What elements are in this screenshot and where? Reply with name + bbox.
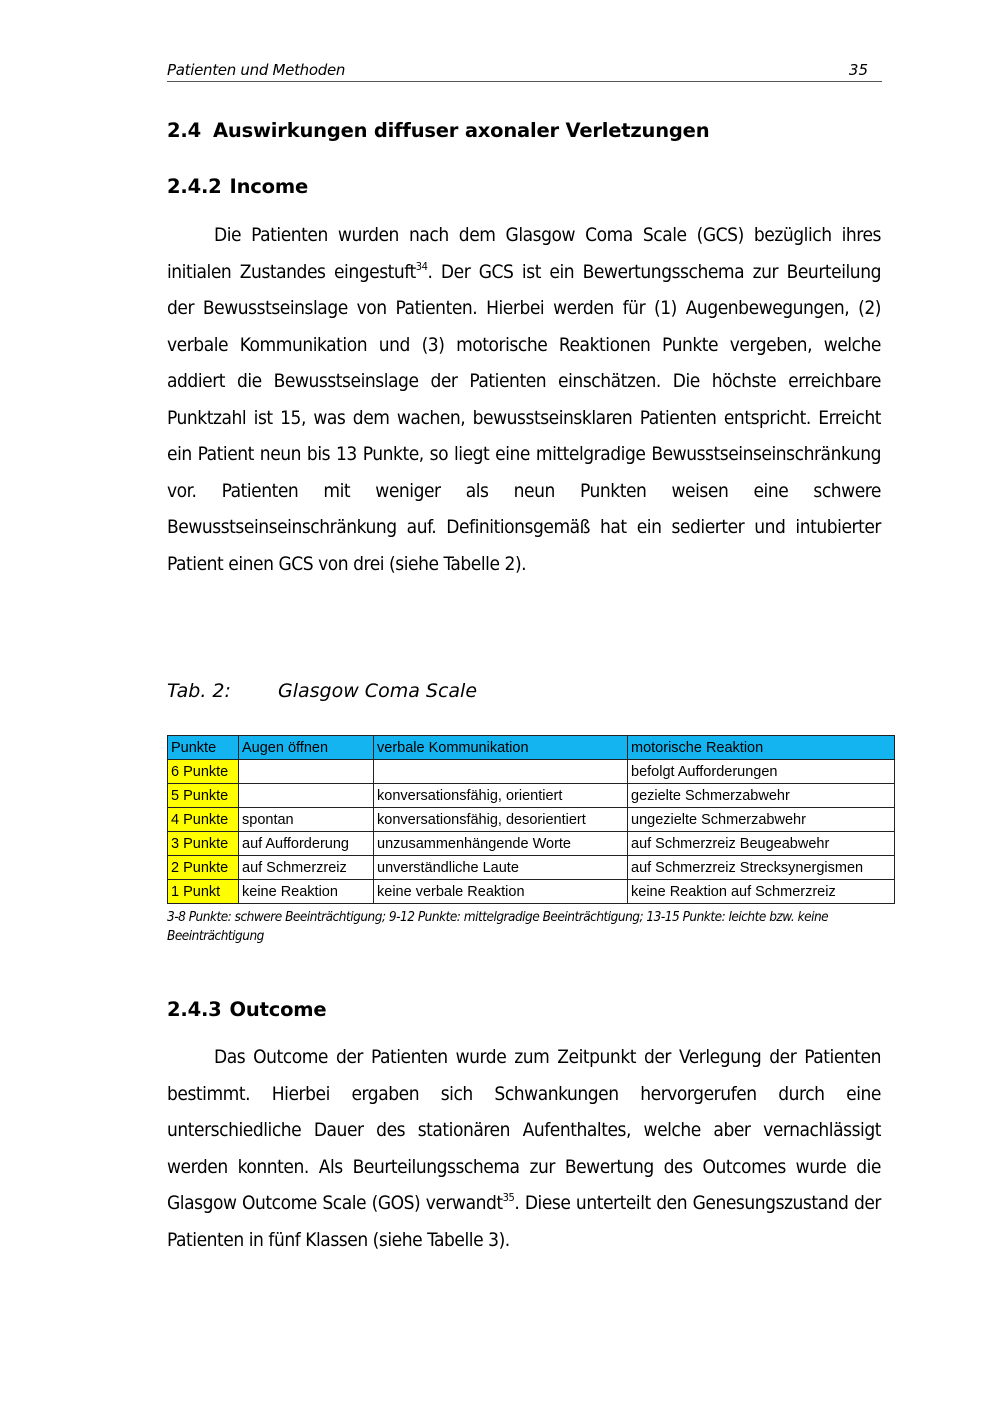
table-cell: keine Reaktion	[239, 880, 374, 904]
table-cell	[239, 760, 374, 784]
subsection-title: Income	[229, 175, 308, 198]
table-cell: unzusammenhängende Worte	[374, 832, 628, 856]
table-header-row	[168, 736, 895, 760]
table-note: 3-8 Punkte: schwere Beeinträchtigung; 9-12 Punkte: mittelgradige Beeinträchtigung; 13-15 Punkte: leichte bzw. keine Beeinträchtigung	[167, 909, 829, 944]
points-cell: 6 Punkte	[168, 760, 239, 784]
table-cell: keine verbale Reaktion	[374, 880, 628, 904]
column-header: Augen öffnen	[239, 736, 374, 760]
subsection-number: 2.4.3	[167, 998, 222, 1021]
page-number: 35	[848, 61, 868, 79]
outcome-paragraph: Das Outcome der Patienten wurde zum Zeitpunkt der Verlegung der Patienten bestimmt. Hierbei ergaben sich Schwankungen hervorgerufen durch eine unterschiedliche Dauer des stationären Aufenthaltes, welche aber vernachlässigt werden konnten. Als Beurteilungsschema zur Bewertung des Outcomes wurde die Glasgow Outcome Scale (GOS) verwandt$^{35}$. Diese unterteilt den Genesungszustand der Patienten in fünf Klassen (siehe Tabelle 3).	[167, 1046, 881, 1251]
table-cell	[374, 760, 628, 784]
table-cell: auf Schmerzreiz Strecksynergismen	[628, 856, 895, 880]
table-cell: auf Schmerzreiz Beugeabwehr	[628, 832, 895, 856]
subsection-number: 2.4.2	[167, 175, 222, 198]
points-cell: 5 Punkte	[168, 784, 239, 808]
table-row	[168, 832, 895, 856]
table-cell: auf Schmerzreiz	[239, 856, 374, 880]
column-header: verbale Kommunikation	[374, 736, 628, 760]
table-cell: konversationsfähig, desorientiert	[374, 808, 628, 832]
section-heading	[167, 119, 709, 142]
table-row	[168, 808, 895, 832]
table-cell	[239, 784, 374, 808]
table-cell: befolgt Aufforderungen	[628, 760, 895, 784]
section-title: Auswirkungen diffuser axonaler Verletzungen	[213, 119, 710, 142]
table-row	[168, 880, 895, 904]
points-cell: 3 Punkte	[168, 832, 239, 856]
table-cell: unverständliche Laute	[374, 856, 628, 880]
section-number: 2.4	[167, 119, 201, 142]
table-cell: ungezielte Schmerzabwehr	[628, 808, 895, 832]
citation-ref: 35	[502, 1191, 515, 1204]
points-cell: 1 Punkt	[168, 880, 239, 904]
table-cell: gezielte Schmerzabwehr	[628, 784, 895, 808]
page-header	[167, 60, 882, 82]
points-cell: 4 Punkte	[168, 808, 239, 832]
subsection-heading-income	[167, 175, 308, 198]
points-cell: 2 Punkte	[168, 856, 239, 880]
table-cell: spontan	[239, 808, 374, 832]
running-title: Patienten und Methoden	[167, 61, 346, 79]
column-header: motorische Reaktion	[628, 736, 895, 760]
column-header: Punkte	[168, 736, 239, 760]
table-row	[168, 760, 895, 784]
income-paragraph: Die Patienten wurden nach dem Glasgow Coma Scale (GCS) bezüglich ihres initialen Zustandes eingestuft$^{34}$. Der GCS ist ein Bewertungsschema zur Beurteilung der Bewusstseinslage von Patienten. Hierbei werden für (1) Augenbewegungen, (2) verbale Kommunikation und (3) motorische Reaktionen Punkte vergeben, welche addiert die Bewusstseinslage der Patienten einschätzen. Die höchste erreichbare Punktzahl ist 15, was dem wachen, bewusstseinsklaren Patienten entspricht. Erreicht ein Patient neun bis 13 Punkte, so liegt eine mittelgradige Bewusstseinseinschränkung vor. Patienten mit weniger als neun Punkten weisen eine schwere Bewusstseinseinschränkung auf. Definitionsgemäß hat ein sedierter und intubierter Patient einen GCS von drei (siehe Tabelle 2).	[167, 224, 881, 575]
table-row	[168, 856, 895, 880]
table-label: Tab. 2:	[167, 680, 231, 702]
table-cell: auf Aufforderung	[239, 832, 374, 856]
subsection-title: Outcome	[229, 998, 327, 1021]
subsection-heading-outcome	[167, 998, 326, 1021]
table-caption	[167, 680, 477, 702]
table-cell: keine Reaktion auf Schmerzreiz	[628, 880, 895, 904]
citation-ref: 34	[415, 259, 428, 273]
table-row	[168, 784, 895, 808]
glasgow-coma-scale-table	[167, 735, 895, 904]
table-title: Glasgow Coma Scale	[278, 680, 478, 702]
table-cell: konversationsfähig, orientiert	[374, 784, 628, 808]
